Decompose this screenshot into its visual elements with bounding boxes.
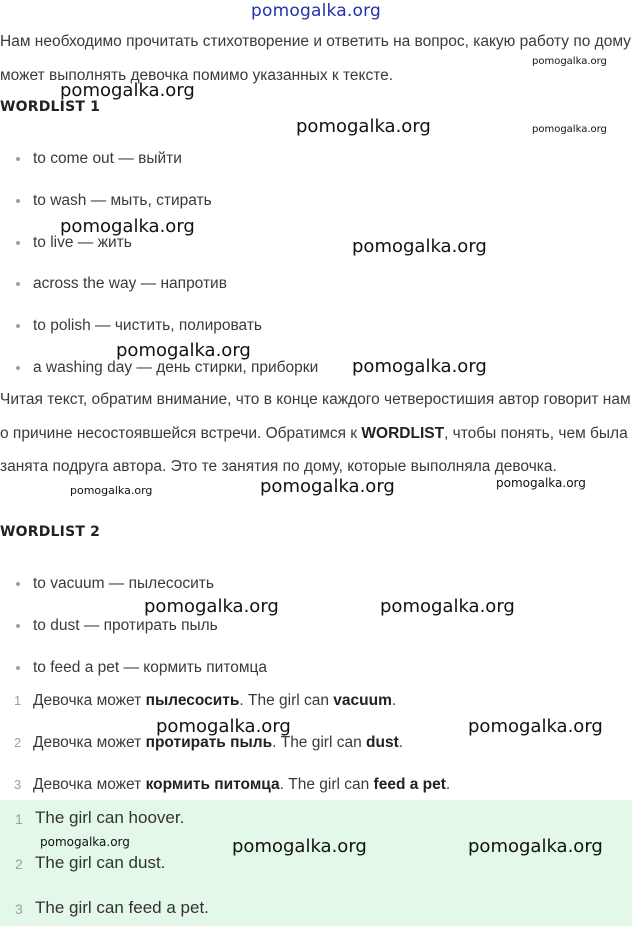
- watermark: pomogalka.org: [496, 476, 586, 490]
- numbered-list: [0, 689, 620, 814]
- middle-paragraph: Читая текст, обратим внимание, что в конце каждого четверостишия автор говорит нам о причине несостоявшейся встречи. Обратимся к WORDLIST, чтобы понять, чем была занята подруга автора. Это те занятия по дому, которые выполняла девочка.: [0, 391, 631, 475]
- answer-item: 3 The girl can feed a pet.: [15, 898, 209, 917]
- bullet-icon: [16, 582, 20, 586]
- watermark: pomogalka.org: [296, 116, 431, 137]
- answer-item: 1 The girl can hoover.: [15, 808, 185, 827]
- answer-list: [0, 806, 209, 941]
- watermark: pomogalka.org: [116, 340, 251, 361]
- bullet-icon: [16, 324, 20, 328]
- watermark: pomogalka.org: [70, 484, 153, 497]
- watermark: pomogalka.org: [156, 716, 291, 737]
- list-item: to come out — выйти: [0, 147, 600, 189]
- list-item: to vacuum — пылесосить: [0, 572, 600, 614]
- intro-paragraph: Нам необходимо прочитать стихотворение и ответить на вопрос, какую работу по дому может выполнять девочка помимо указанных к тексте.: [0, 33, 631, 84]
- list-item: to polish — чистить, полировать: [0, 314, 600, 356]
- list-item: to wash — мыть, стирать: [0, 189, 600, 231]
- watermark: pomogalka.org: [468, 716, 603, 737]
- wordlist1-heading: WORDLIST 1: [0, 99, 101, 115]
- list-item: to feed a pet — кормить питомца: [0, 656, 600, 698]
- bullet-icon: [16, 282, 20, 286]
- wordlist2-heading: WORDLIST 2: [0, 524, 101, 540]
- numbered-item: 3 Девочка может кормить питомца. The girl can feed a pet.: [14, 775, 451, 793]
- wordlist-keyword: WORDLIST: [361, 424, 445, 442]
- list-item: to live — жить: [0, 231, 600, 273]
- bullet-icon: [16, 199, 20, 203]
- wordlist2-list: [0, 572, 600, 697]
- watermark: pomogalka.org: [380, 596, 515, 617]
- watermark: pomogalka.org: [532, 56, 607, 67]
- bullet-icon: [16, 624, 20, 628]
- watermark: pomogalka.org: [352, 236, 487, 257]
- numbered-item: 1 Девочка может пылесосить. The girl can vacuum.: [14, 692, 397, 709]
- list-item: across the way — напротив: [0, 272, 600, 314]
- bullet-icon: [16, 666, 20, 670]
- watermark: pomogalka.org: [60, 80, 195, 101]
- watermark: pomogalka.org: [144, 596, 279, 617]
- answer-box: [0, 800, 632, 926]
- watermark: pomogalka.org: [40, 835, 130, 849]
- watermark: pomogalka.org: [468, 836, 603, 857]
- bullet-icon: [16, 366, 20, 370]
- list-item: a washing day — день стирки, приборки: [0, 356, 600, 398]
- bullet-icon: [16, 157, 20, 161]
- watermark: pomogalka.org: [60, 216, 195, 237]
- watermark: pomogalka.org: [232, 836, 367, 857]
- answer-item: 2 The girl can dust.: [15, 853, 166, 872]
- watermark: pomogalka.org: [352, 356, 487, 377]
- watermark: pomogalka.org: [260, 476, 395, 497]
- list-item: to dust — протирать пыль: [0, 614, 600, 656]
- site-header-logo[interactable]: pomogalka.org: [251, 1, 381, 21]
- bullet-icon: [16, 241, 20, 245]
- wordlist1-list: [0, 147, 600, 398]
- watermark: pomogalka.org: [532, 124, 607, 135]
- numbered-item: 2 Девочка может протирать пыль. The girl can dust.: [14, 733, 404, 751]
